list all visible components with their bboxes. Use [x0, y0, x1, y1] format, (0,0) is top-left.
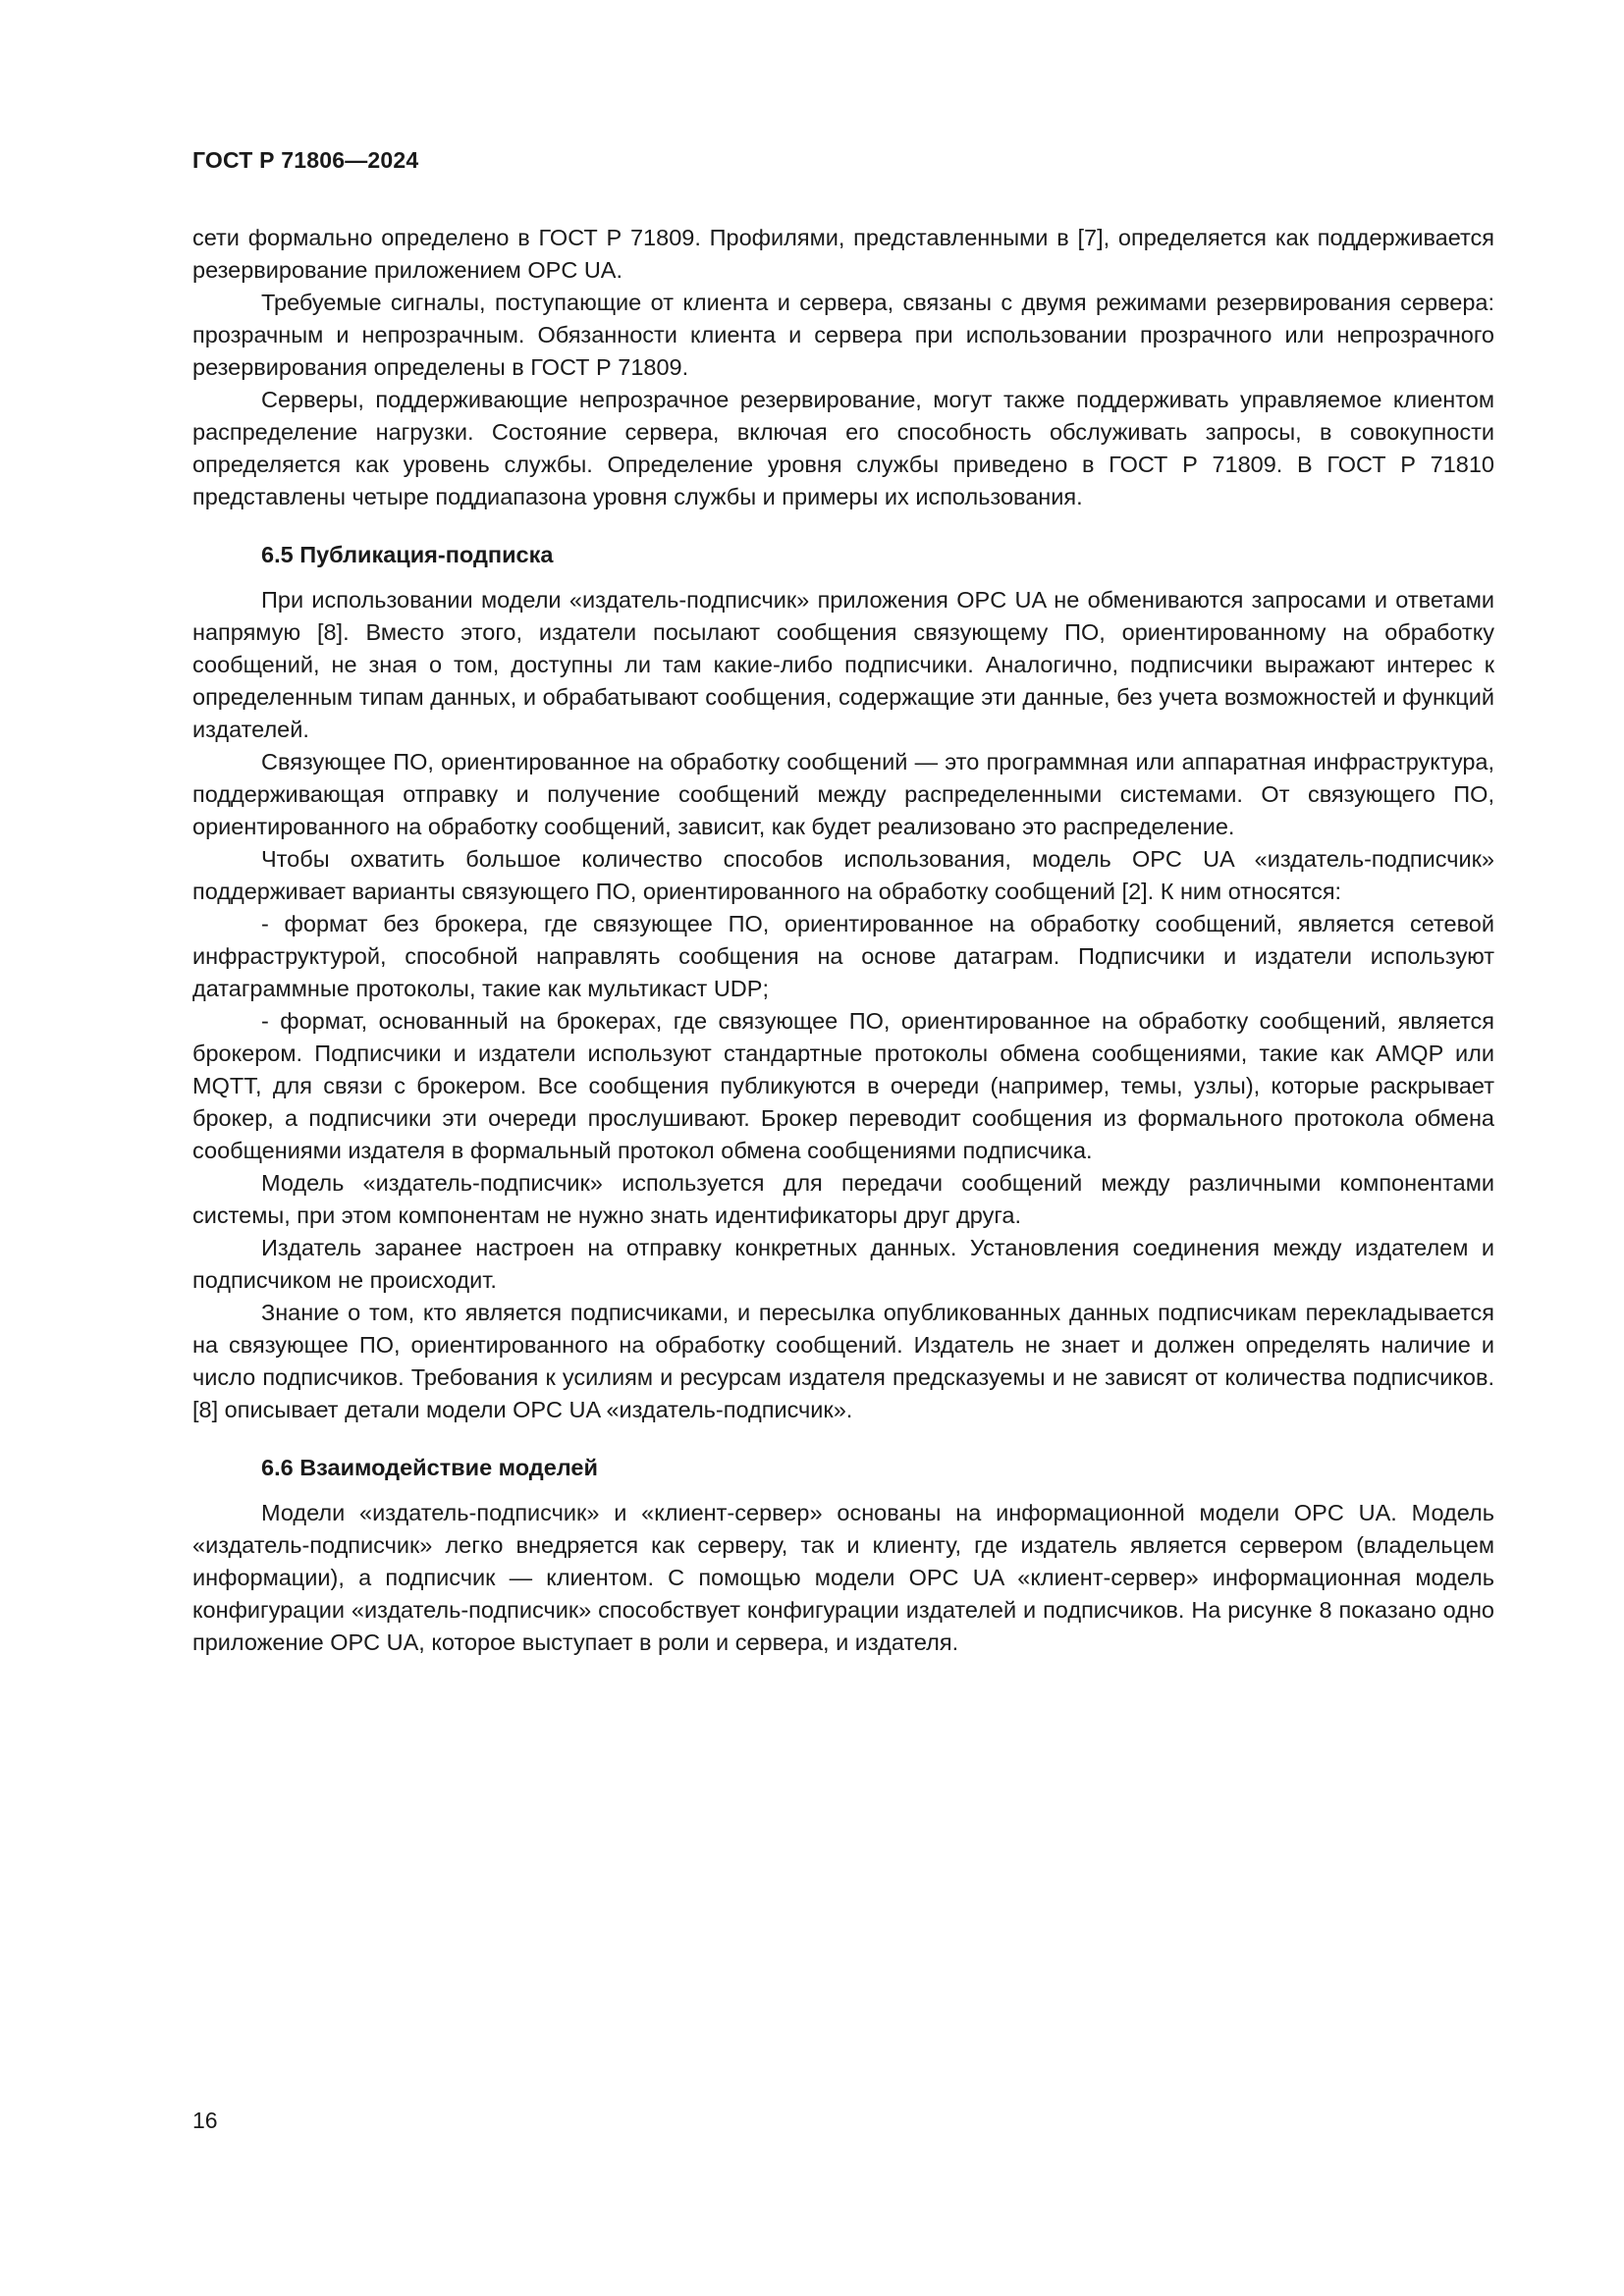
document-body — [192, 222, 1494, 1659]
section-heading-6-6: 6.6 Взаимодействие моделей — [261, 1455, 598, 1480]
section-6-5-paragraph: Знание о том, кто является подписчиками, и пересылка опубликованных данных подписчикам перекладывается на связующее ПО, ориентированного на обработку сообщений. Издатель не знает и должен определять наличие и число подписчиков. Требования к усилиям и ресурсам издателя предсказуемы и не зависят от количества подписчиков. [8] описывает детали модели OPC UA «издатель-подписчик». — [192, 1300, 1494, 1422]
section-6-5-paragraph: Модель «издатель-подписчик» используется для передачи сообщений между различными компонентами системы, при этом компонентам не нужно знать идентификаторы друг друга. — [192, 1170, 1494, 1228]
section-6-5-paragraph: Чтобы охватить большое количество способов использования, модель OPC UA «издатель-подписчик» поддерживает варианты связующего ПО, ориентированного на обработку сообщений [2]. К ним относятся: — [192, 846, 1494, 904]
page-number: 16 — [192, 2108, 218, 2133]
intro-paragraph-continued: сети формально определено в ГОСТ Р 71809. Профилями, представленными в [7], определяется как поддерживается резервирование приложением OPC UA. — [192, 225, 1494, 283]
intro-paragraph: Серверы, поддерживающие непрозрачное резервирование, могут также поддерживать управляемое клиентом распределение нагрузки. Состояние сервера, включая его способность обслуживать запросы, в совокупности определяется как уровень службы. Определение уровня службы приведено в ГОСТ Р 71809. В ГОСТ Р 71810 представлены четыре поддиапазона уровня службы и примеры их использования. — [192, 387, 1494, 509]
section-6-5-paragraph: Издатель заранее настроен на отправку конкретных данных. Установления соединения между издателем и подписчиком не происходит. — [192, 1235, 1494, 1293]
section-6-5-paragraph: Связующее ПО, ориентированное на обработку сообщений — это программная или аппаратная инфраструктура, поддерживающая отправку и получение сообщений между распределенными системами. От связующего ПО, ориентированного на обработку сообщений, зависит, как будет реализовано это распределение. — [192, 749, 1494, 839]
intro-paragraph: Требуемые сигналы, поступающие от клиента и сервера, связаны с двумя режимами резервирования сервера: прозрачным и непрозрачным. Обязанности клиента и сервера при использовании прозрачного или непрозрачного резервирования определены в ГОСТ Р 71809. — [192, 290, 1494, 380]
list-item-broker-based: - формат, основанный на брокерах, где связующее ПО, ориентированное на обработку сообщений, является брокером. Подписчики и издатели используют стандартные протоколы обмена сообщениями, такие как AMQP или MQTT, для связи с брокером. Все сообщения публикуются в очереди (например, темы, узлы), которые раскрывает брокер, а подписчики эти очереди прослушивают. Брокер переводит сообщения из формального протокола обмена сообщениями издателя в формальный протокол обмена сообщениями подписчика. — [192, 1008, 1494, 1163]
section-6-6-paragraph: Модели «издатель-подписчик» и «клиент-сервер» основаны на информационной модели OPC UA. Модель «издатель-подписчик» легко внедряется как серверу, так и клиенту, где издатель является сервером (владельцем информации), а подписчик — клиентом. С помощью модели OPC UA «клиент-сервер» информационная модель конфигурации «издатель-подписчик» способствует конфигурации издателей и подписчиков. На рисунке 8 показано одно приложение OPC UA, которое выступает в роли и сервера, и издателя. — [192, 1500, 1494, 1655]
section-heading-6-5: 6.5 Публикация-подписка — [261, 542, 554, 567]
list-item-brokerless: - формат без брокера, где связующее ПО, ориентированное на обработку сообщений, является сетевой инфраструктурой, способной направлять сообщения на основе датаграм. Подписчики и издатели используют датаграммные протоколы, такие как мультикаст UDP; — [192, 911, 1494, 1001]
standard-code-header: ГОСТ Р 71806—2024 — [192, 147, 419, 173]
section-6-5-paragraph: При использовании модели «издатель-подписчик» приложения OPC UA не обмениваются запросами и ответами напрямую [8]. Вместо этого, издатели посылают сообщения связующему ПО, ориентированному на обработку сообщений, не зная о том, доступны ли там какие-либо подписчики. Аналогично, подписчики выражают интерес к определенным типам данных, и обрабатывают сообщения, содержащие эти данные, без учета возможностей и функций издателей. — [192, 587, 1494, 742]
